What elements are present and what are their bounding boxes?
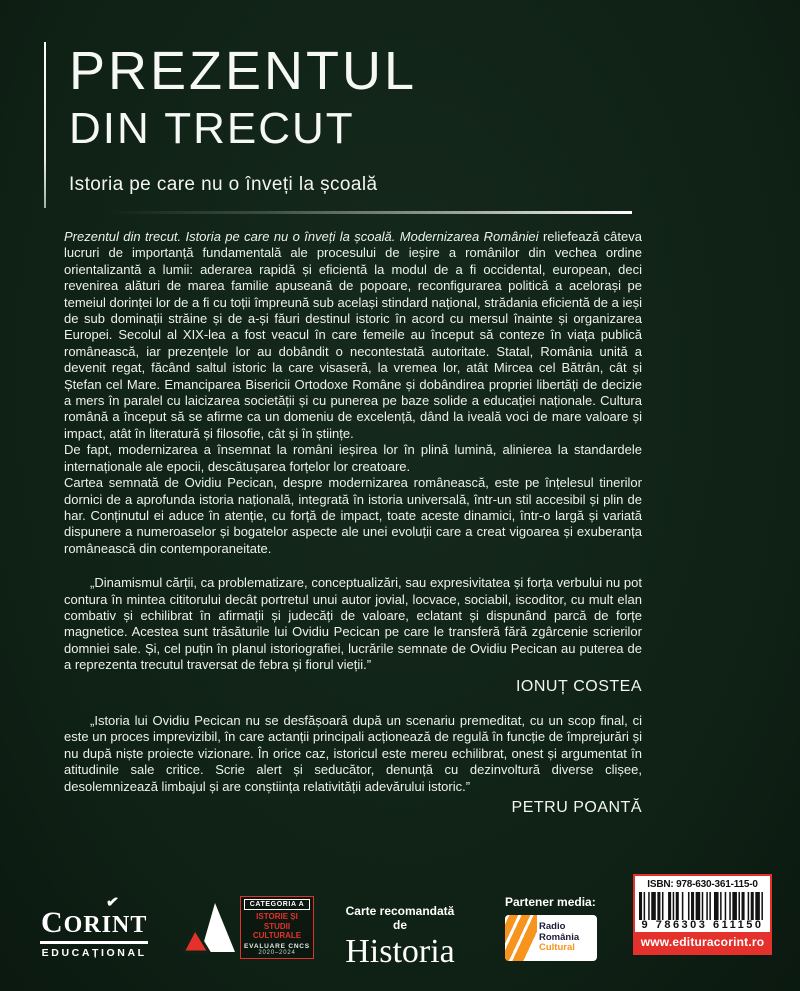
corint-educational-logo [40, 894, 148, 959]
radio-line2: România [539, 931, 580, 943]
back-cover-text [64, 229, 642, 816]
historia-wordmark: Historia [345, 933, 455, 970]
header [69, 41, 418, 196]
book-subtitle: Istoria pe care nu o înveți la școală [69, 173, 378, 195]
description-paragraph-1 [64, 229, 642, 442]
radio-romania-cultural-logo [505, 895, 597, 961]
radio-line3: Cultural [539, 942, 575, 954]
cncs-triangle-icon [183, 902, 235, 954]
review-quote-1-author: IONUȚ COSTEA [515, 677, 642, 695]
cncs-category-label: CATEGORIA A [244, 899, 310, 910]
publisher-url: www.edituracorint.ro [635, 932, 770, 953]
description-paragraph-3: Cartea semnată de Ovidiu Pecican, despre modernizarea românească, este pe înțelesul tinerilor dornici de a aprofunda istoria națională, integrată în istoria universală, într-un stil accesibil și plin de har. Conținutul ei aduce în atenție, cu forță de impact, toate aceste dinamici, într-o largă și variată dispunere a numeroaselor și bogatelor aspecte ale unei evoluții care a creat vigoarea și exuberanța românească din contemporaneitate. [64, 475, 642, 556]
description-lead-italic: Prezentul din trecut. Istoria pe care nu o înveți la școală. Modernizarea României [64, 229, 539, 244]
media-partner-label: Partener media: [505, 895, 596, 909]
review-quote-2-text: „Istoria lui Ovidiu Pecican nu se desfășoară după un scenariu premeditat, cu un scop final, ci este un proces imprevizibil, în care actanții principali acționează de regulă în funcție de împrejurări și nu după niște proiecte vizionare. În orice caz, istoricul este mereu echilibrat, onest și argumentat în atitudinile sale critice. Scrie alert și seducător, denunță cu dezinvoltură diverse clișee, desolemnizează limbajul și are conștiința relativității adevărului istoric.” [64, 712, 642, 794]
corint-wordmark [40, 894, 148, 944]
description-lead-rest: reliefează câteva lucruri de importanță fundamentală ale procesului de ieșire a românilor din vechea ordine orientalizantă a lumii: aderarea rapidă și eficientă la modul de a fi occidental, european, deci revenirea alături de marea familie apuseană de popoare, reconfigurarea politică a acelorași pe temeiul dorinței lor de a fi cu toții împreună sub același stindard național, strădania eficientă de a ieși de sub dominații străine și de a-și făuri destinul istoric în acord cu mersul înainte și organizarea Europei. Secolul al XIX-lea a fost veacul în care femeile au început să conteze în viața publică românească, iar prezențele lor au dobândit o necontestată autoritate. Statal, România unită a devenit regat, făcând saltul istoric la care visaseră, la vremea lor, atât Mircea cel Bătrân, cât și Ștefan cel Mare. Emanciparea Bisericii Ortodoxe Române și dobândirea propriei libertăți de decizie a mers în paralel cu laicizarea societății și cu punerea pe baze solide a educației naționale. Cultura română a început să se afirme ca un domeniu de excelență, dând la iveală voci de mare valoare și impact, atât în literatură și filosofie, cât și în științe. [64, 229, 642, 441]
title-accent-line [44, 42, 46, 208]
description [64, 229, 642, 557]
isbn-barcode-block [633, 874, 772, 955]
review-quote-1 [64, 575, 642, 695]
checkmark-icon: ✔ [105, 894, 121, 912]
cncs-field-line1: ISTORIE ȘI STUDII [256, 912, 298, 931]
review-quote-1-text: „Dinamismul cărții, ca problematizare, conceptualizări, sau expresivitatea și forța verbului nu pot contura în mintea cititorului decât portretul unui autor jovial, locvace, sociabil, iscoditor, cu mult elan combativ și echilibrat în afirmații și judecăți de valoare, eclatant și dispunând parcă de forțe magnetice. Acestea sunt trăsăturile lui Ovidiu Pecican pe care le transferă fără zgârcenie scrierilor domniei sale. Și, cel puțin în planul istoriografiei, lucrările semnate de Ovidiu Pecican au puterea de a reprezenta trecutul traversat de febra și fiorul vieții.” [64, 575, 642, 673]
book-title-line1: PREZENTUL [69, 41, 418, 101]
barcode-area [635, 876, 770, 932]
description-paragraph-2: De fapt, modernizarea a însemnat la români ieșirea lor în plină lumină, alinierea la standardele internaționale ale epocii, descătușarea forțelor lor creatoare. [64, 442, 642, 474]
cncs-field-line2: CULTURALE [252, 931, 302, 940]
review-quote-2-author: PETRU POANTĂ [511, 799, 642, 816]
cncs-category-a-logo [183, 896, 314, 959]
barcode-digits: 9 786303 611150 [641, 919, 764, 931]
cncs-eval-years: 2020–2024 [258, 950, 296, 956]
radio-line1: Radio [539, 921, 566, 933]
corint-educational-label: EDUCAȚIONAL [41, 947, 147, 959]
cncs-eval-label: EVALUARE CNCS [244, 942, 310, 950]
historia-logo [340, 904, 460, 970]
historia-recommend-label: Carte recomandată de [345, 904, 455, 932]
review-quote-2 [64, 713, 642, 816]
book-title-line2: DIN TRECUT [69, 104, 355, 154]
radio-waves-icon [505, 915, 537, 961]
footer-logos [0, 870, 800, 991]
radio-logo-text [537, 922, 579, 954]
cncs-text-box [240, 896, 314, 959]
radio-logo-box [505, 915, 597, 961]
corint-name: CORINT [41, 906, 148, 939]
header-divider-line [108, 211, 632, 214]
barcode-icon [639, 892, 766, 920]
isbn-number: ISBN: 978-630-361-115-0 [647, 879, 758, 890]
